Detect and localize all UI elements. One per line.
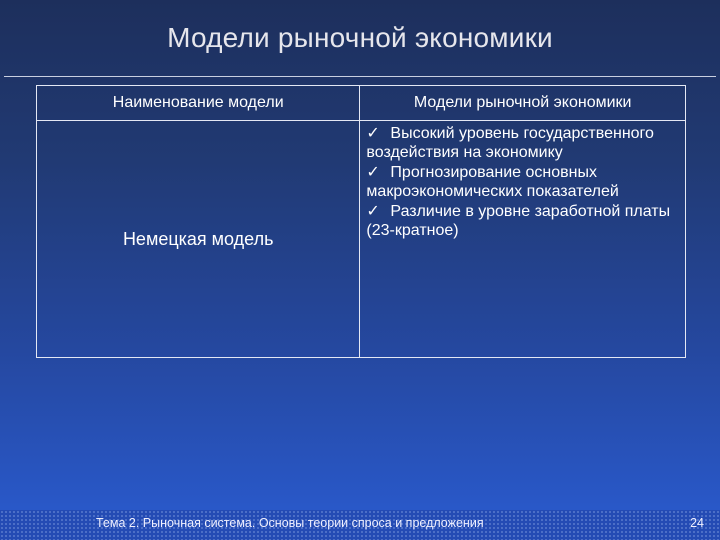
table-row (37, 121, 686, 358)
list-item (366, 123, 679, 162)
checkmark-icon: ✓ (366, 201, 380, 220)
checkmark-icon: ✓ (366, 162, 380, 181)
feature-text: Различие в уровне заработной платы (23-кратное) (366, 203, 671, 239)
model-name-cell: Немецкая модель (37, 121, 360, 358)
table-header-row (37, 86, 686, 121)
header-market-models: Модели рыночной экономики (360, 86, 686, 121)
feature-text: Высокий уровень государственного воздействия на экономику (366, 125, 654, 161)
feature-text: Прогнозирование основных макроэкономических показателей (366, 164, 619, 200)
list-item (366, 201, 679, 240)
list-item (366, 162, 679, 201)
checkmark-icon: ✓ (366, 123, 380, 142)
page-number: 24 (690, 516, 704, 530)
models-table (36, 85, 686, 358)
feature-list (366, 123, 679, 240)
title-divider (4, 76, 716, 77)
features-cell (360, 121, 686, 358)
footer-text: Тема 2. Рыночная система. Основы теории спроса и предложения (96, 516, 484, 530)
header-model-name: Наименование модели (37, 86, 360, 121)
slide-title: Модели рыночной экономики (167, 22, 553, 53)
